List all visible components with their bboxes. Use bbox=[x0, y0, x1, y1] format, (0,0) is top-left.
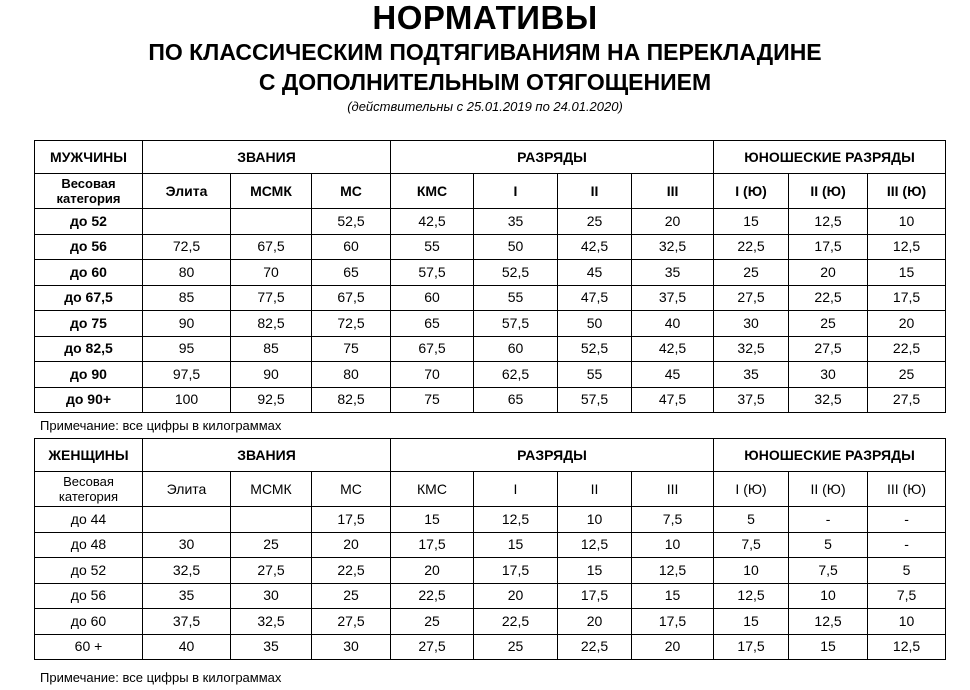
value-cell: 40 bbox=[632, 311, 714, 337]
value-cell: 20 bbox=[312, 532, 391, 558]
table-row bbox=[35, 285, 946, 311]
value-cell: 82,5 bbox=[231, 311, 312, 337]
weight-category-cell: до 90 bbox=[35, 362, 143, 388]
value-cell: 70 bbox=[391, 362, 474, 388]
section-label: ЖЕНЩИНЫ bbox=[35, 439, 143, 472]
column-header: III bbox=[632, 472, 714, 507]
value-cell: 35 bbox=[231, 634, 312, 660]
value-cell: 12,5 bbox=[868, 634, 946, 660]
value-cell: 32,5 bbox=[143, 558, 231, 584]
weight-category-cell: до 52 bbox=[35, 209, 143, 235]
value-cell: 65 bbox=[474, 387, 558, 413]
value-cell: 42,5 bbox=[632, 336, 714, 362]
value-cell: 20 bbox=[632, 634, 714, 660]
weight-category-cell: до 52 bbox=[35, 558, 143, 584]
value-cell: 52,5 bbox=[312, 209, 391, 235]
value-cell: 15 bbox=[868, 260, 946, 286]
value-cell: 15 bbox=[558, 558, 632, 584]
weight-category-cell: до 44 bbox=[35, 507, 143, 533]
value-cell: 5 bbox=[868, 558, 946, 584]
value-cell: 27,5 bbox=[868, 387, 946, 413]
value-cell: 10 bbox=[714, 558, 789, 584]
weight-category-header: Весовая категория bbox=[35, 472, 143, 507]
value-cell bbox=[143, 507, 231, 533]
column-header: III (Ю) bbox=[868, 174, 946, 209]
value-cell: - bbox=[789, 507, 868, 533]
weight-category-cell: до 48 bbox=[35, 532, 143, 558]
value-cell: 22,5 bbox=[789, 285, 868, 311]
value-cell: 22,5 bbox=[312, 558, 391, 584]
value-cell: 17,5 bbox=[868, 285, 946, 311]
value-cell: 30 bbox=[789, 362, 868, 388]
value-cell: 40 bbox=[143, 634, 231, 660]
value-cell: 25 bbox=[714, 260, 789, 286]
women-note: Примечание: все цифры в килограммах bbox=[40, 670, 282, 685]
value-cell: 67,5 bbox=[391, 336, 474, 362]
value-cell: 27,5 bbox=[391, 634, 474, 660]
value-cell: 20 bbox=[632, 209, 714, 235]
table-row bbox=[35, 336, 946, 362]
value-cell: 60 bbox=[312, 234, 391, 260]
value-cell: - bbox=[868, 532, 946, 558]
column-header: Элита bbox=[143, 174, 231, 209]
value-cell: 32,5 bbox=[632, 234, 714, 260]
value-cell: 72,5 bbox=[143, 234, 231, 260]
value-cell: 77,5 bbox=[231, 285, 312, 311]
table-row bbox=[35, 609, 946, 635]
weight-category-cell: до 60 bbox=[35, 609, 143, 635]
value-cell: 75 bbox=[391, 387, 474, 413]
column-header: МС bbox=[312, 174, 391, 209]
value-cell: 92,5 bbox=[231, 387, 312, 413]
value-cell: 5 bbox=[789, 532, 868, 558]
value-cell: 55 bbox=[474, 285, 558, 311]
column-header: МС bbox=[312, 472, 391, 507]
table-row bbox=[35, 362, 946, 388]
weight-category-cell: до 75 bbox=[35, 311, 143, 337]
value-cell: 20 bbox=[391, 558, 474, 584]
table-row bbox=[35, 387, 946, 413]
value-cell: 95 bbox=[143, 336, 231, 362]
value-cell: 15 bbox=[714, 209, 789, 235]
value-cell: 27,5 bbox=[312, 609, 391, 635]
value-cell bbox=[143, 209, 231, 235]
value-cell: 22,5 bbox=[558, 634, 632, 660]
table-row bbox=[35, 583, 946, 609]
value-cell: 60 bbox=[391, 285, 474, 311]
value-cell: 35 bbox=[714, 362, 789, 388]
value-cell: 50 bbox=[474, 234, 558, 260]
column-header-row bbox=[35, 472, 946, 507]
value-cell: 22,5 bbox=[714, 234, 789, 260]
value-cell: 25 bbox=[789, 311, 868, 337]
value-cell: 52,5 bbox=[474, 260, 558, 286]
value-cell: 12,5 bbox=[632, 558, 714, 584]
value-cell: 65 bbox=[312, 260, 391, 286]
value-cell: 15 bbox=[632, 583, 714, 609]
group-header-titles: ЗВАНИЯ bbox=[143, 439, 391, 472]
page-title: НОРМАТИВЫ bbox=[372, 0, 598, 36]
table-row bbox=[35, 634, 946, 660]
weight-category-cell: до 60 bbox=[35, 260, 143, 286]
weight-category-cell: до 67,5 bbox=[35, 285, 143, 311]
value-cell: 27,5 bbox=[789, 336, 868, 362]
value-cell: 12,5 bbox=[714, 583, 789, 609]
value-cell: 25 bbox=[868, 362, 946, 388]
value-cell: 67,5 bbox=[312, 285, 391, 311]
value-cell: 52,5 bbox=[558, 336, 632, 362]
value-cell: 72,5 bbox=[312, 311, 391, 337]
value-cell bbox=[231, 209, 312, 235]
value-cell: 12,5 bbox=[789, 209, 868, 235]
value-cell: 7,5 bbox=[714, 532, 789, 558]
value-cell: 12,5 bbox=[474, 507, 558, 533]
value-cell: 37,5 bbox=[714, 387, 789, 413]
value-cell: 47,5 bbox=[558, 285, 632, 311]
value-cell: 50 bbox=[558, 311, 632, 337]
validity-period: (действительны с 25.01.2019 по 24.01.2020) bbox=[347, 99, 623, 114]
value-cell: 22,5 bbox=[868, 336, 946, 362]
group-header-ranks: РАЗРЯДЫ bbox=[391, 439, 714, 472]
weight-category-cell: до 56 bbox=[35, 234, 143, 260]
column-header: I (Ю) bbox=[714, 174, 789, 209]
men-note: Примечание: все цифры в килограммах bbox=[40, 418, 282, 433]
column-header: II (Ю) bbox=[789, 472, 868, 507]
value-cell: 17,5 bbox=[312, 507, 391, 533]
column-header: II bbox=[558, 174, 632, 209]
value-cell: 17,5 bbox=[789, 234, 868, 260]
column-header-row bbox=[35, 174, 946, 209]
value-cell: 30 bbox=[714, 311, 789, 337]
value-cell: 20 bbox=[789, 260, 868, 286]
value-cell: 12,5 bbox=[868, 234, 946, 260]
value-cell: 42,5 bbox=[391, 209, 474, 235]
value-cell: 15 bbox=[391, 507, 474, 533]
value-cell: 5 bbox=[714, 507, 789, 533]
value-cell: 57,5 bbox=[391, 260, 474, 286]
table-row bbox=[35, 558, 946, 584]
value-cell: 15 bbox=[789, 634, 868, 660]
value-cell: 7,5 bbox=[632, 507, 714, 533]
column-header: III bbox=[632, 174, 714, 209]
value-cell: 32,5 bbox=[714, 336, 789, 362]
value-cell: 15 bbox=[474, 532, 558, 558]
column-header: II bbox=[558, 472, 632, 507]
value-cell: 17,5 bbox=[558, 583, 632, 609]
value-cell: 60 bbox=[474, 336, 558, 362]
value-cell: 20 bbox=[558, 609, 632, 635]
column-header: I (Ю) bbox=[714, 472, 789, 507]
value-cell: 10 bbox=[868, 209, 946, 235]
group-header-youth: ЮНОШЕСКИЕ РАЗРЯДЫ bbox=[714, 439, 946, 472]
column-header: Элита bbox=[143, 472, 231, 507]
value-cell: 90 bbox=[143, 311, 231, 337]
value-cell: 57,5 bbox=[558, 387, 632, 413]
column-header: II (Ю) bbox=[789, 174, 868, 209]
weight-category-cell: до 90+ bbox=[35, 387, 143, 413]
value-cell: 37,5 bbox=[143, 609, 231, 635]
value-cell: 27,5 bbox=[714, 285, 789, 311]
value-cell: 25 bbox=[391, 609, 474, 635]
value-cell: 37,5 bbox=[632, 285, 714, 311]
value-cell: 80 bbox=[143, 260, 231, 286]
column-header: МСМК bbox=[231, 174, 312, 209]
section-label: МУЖЧИНЫ bbox=[35, 141, 143, 174]
page-subtitle-line1: ПО КЛАССИЧЕСКИМ ПОДТЯГИВАНИЯМ НА ПЕРЕКЛАДИНЕ bbox=[148, 39, 822, 65]
value-cell: 12,5 bbox=[558, 532, 632, 558]
value-cell: 25 bbox=[474, 634, 558, 660]
value-cell: 17,5 bbox=[632, 609, 714, 635]
value-cell: 20 bbox=[474, 583, 558, 609]
value-cell: 17,5 bbox=[714, 634, 789, 660]
value-cell: 75 bbox=[312, 336, 391, 362]
column-header: I bbox=[474, 174, 558, 209]
value-cell: 10 bbox=[789, 583, 868, 609]
value-cell: 35 bbox=[143, 583, 231, 609]
weight-category-cell: 60 + bbox=[35, 634, 143, 660]
table-row bbox=[35, 532, 946, 558]
value-cell: 65 bbox=[391, 311, 474, 337]
group-header-titles: ЗВАНИЯ bbox=[143, 141, 391, 174]
column-header: МСМК bbox=[231, 472, 312, 507]
weight-category-header: Весовая категория bbox=[35, 174, 143, 209]
table-row bbox=[35, 260, 946, 286]
value-cell: 85 bbox=[231, 336, 312, 362]
value-cell: 90 bbox=[231, 362, 312, 388]
value-cell: 25 bbox=[312, 583, 391, 609]
weight-category-cell: до 82,5 bbox=[35, 336, 143, 362]
column-header: КМС bbox=[391, 472, 474, 507]
value-cell: 45 bbox=[558, 260, 632, 286]
men-standards-table bbox=[34, 140, 946, 413]
women-standards-table bbox=[34, 438, 946, 660]
value-cell: 35 bbox=[474, 209, 558, 235]
column-header: III (Ю) bbox=[868, 472, 946, 507]
value-cell: 30 bbox=[312, 634, 391, 660]
value-cell: 100 bbox=[143, 387, 231, 413]
value-cell: 25 bbox=[558, 209, 632, 235]
value-cell: 55 bbox=[558, 362, 632, 388]
page-subtitle-line2: С ДОПОЛНИТЕЛЬНЫМ ОТЯГОЩЕНИЕМ bbox=[258, 69, 712, 95]
value-cell: 30 bbox=[143, 532, 231, 558]
value-cell: 7,5 bbox=[868, 583, 946, 609]
value-cell: 10 bbox=[868, 609, 946, 635]
value-cell: 25 bbox=[231, 532, 312, 558]
value-cell: 85 bbox=[143, 285, 231, 311]
group-header-ranks: РАЗРЯДЫ bbox=[391, 141, 714, 174]
table-row bbox=[35, 507, 946, 533]
value-cell: - bbox=[868, 507, 946, 533]
table-row bbox=[35, 311, 946, 337]
value-cell: 10 bbox=[632, 532, 714, 558]
column-header: КМС bbox=[391, 174, 474, 209]
weight-category-cell: до 56 bbox=[35, 583, 143, 609]
value-cell: 17,5 bbox=[391, 532, 474, 558]
column-header: I bbox=[474, 472, 558, 507]
value-cell: 22,5 bbox=[391, 583, 474, 609]
value-cell: 20 bbox=[868, 311, 946, 337]
value-cell: 15 bbox=[714, 609, 789, 635]
value-cell: 17,5 bbox=[474, 558, 558, 584]
group-header-youth: ЮНОШЕСКИЕ РАЗРЯДЫ bbox=[714, 141, 946, 174]
value-cell: 32,5 bbox=[231, 609, 312, 635]
value-cell: 55 bbox=[391, 234, 474, 260]
value-cell: 47,5 bbox=[632, 387, 714, 413]
value-cell: 45 bbox=[632, 362, 714, 388]
value-cell: 62,5 bbox=[474, 362, 558, 388]
value-cell: 32,5 bbox=[789, 387, 868, 413]
value-cell: 70 bbox=[231, 260, 312, 286]
value-cell: 27,5 bbox=[231, 558, 312, 584]
value-cell bbox=[231, 507, 312, 533]
table-row bbox=[35, 209, 946, 235]
value-cell: 42,5 bbox=[558, 234, 632, 260]
value-cell: 35 bbox=[632, 260, 714, 286]
value-cell: 80 bbox=[312, 362, 391, 388]
value-cell: 82,5 bbox=[312, 387, 391, 413]
value-cell: 67,5 bbox=[231, 234, 312, 260]
table-row bbox=[35, 234, 946, 260]
value-cell: 97,5 bbox=[143, 362, 231, 388]
value-cell: 57,5 bbox=[474, 311, 558, 337]
value-cell: 12,5 bbox=[789, 609, 868, 635]
value-cell: 30 bbox=[231, 583, 312, 609]
value-cell: 7,5 bbox=[789, 558, 868, 584]
value-cell: 10 bbox=[558, 507, 632, 533]
value-cell: 22,5 bbox=[474, 609, 558, 635]
